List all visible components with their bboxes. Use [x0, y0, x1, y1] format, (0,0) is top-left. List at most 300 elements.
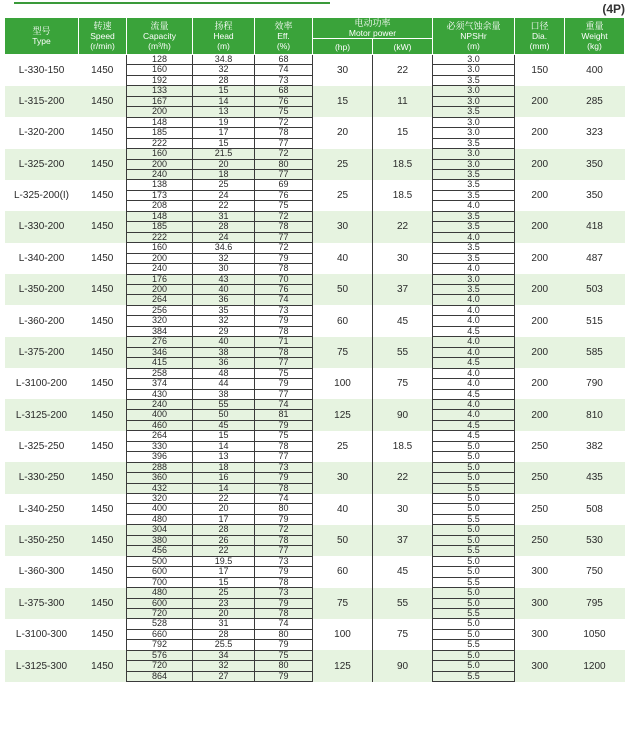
- npsh-value: 5.0: [433, 494, 515, 504]
- weight-value: 350: [565, 149, 625, 180]
- model-type: L-360-200: [18, 315, 65, 327]
- hp-value: 40: [313, 243, 373, 274]
- eff-value: 79: [255, 253, 313, 263]
- eff-value: 79: [255, 420, 313, 430]
- speed-value: 1450: [79, 86, 127, 117]
- capacity-value: 256: [127, 305, 193, 315]
- head-value: 34.8: [193, 55, 255, 65]
- model-type: L-350-250: [5, 525, 79, 556]
- model-type: L-325-250: [18, 440, 65, 452]
- npsh-value: 3.0: [433, 128, 515, 138]
- head-value: 16: [193, 473, 255, 483]
- capacity-value: 208: [127, 201, 193, 211]
- npsh-value: 3.5: [433, 169, 515, 179]
- eff-value: 78: [255, 483, 313, 493]
- head-value: 43: [193, 274, 255, 284]
- col-speed: 转速 Speed (r/min): [79, 18, 127, 55]
- npsh-value: 5.0: [433, 619, 515, 629]
- eff-value: 79: [255, 316, 313, 326]
- npsh-value: 5.0: [433, 441, 515, 451]
- table-row: [5, 337, 625, 347]
- capacity-value: 396: [127, 452, 193, 462]
- capacity-value: 432: [127, 483, 193, 493]
- speed-value: 1450: [79, 525, 127, 556]
- eff-value: 78: [255, 326, 313, 336]
- capacity-value: 148: [127, 211, 193, 221]
- weight-value: 435: [565, 462, 625, 493]
- capacity-value: 480: [127, 588, 193, 598]
- npsh-value: 3.5: [433, 211, 515, 221]
- table-row: [5, 243, 625, 253]
- dia-value: 250: [531, 440, 549, 452]
- npsh-value: 3.0: [433, 96, 515, 106]
- table-row: [5, 619, 625, 629]
- capacity-value: 400: [127, 504, 193, 514]
- npsh-value: 3.0: [433, 55, 515, 65]
- weight-value: 585: [565, 337, 625, 368]
- head-value: 28: [193, 222, 255, 232]
- npsh-value: 3.0: [433, 159, 515, 169]
- kw-value: 37: [373, 274, 433, 305]
- dia-value: 150: [531, 64, 549, 76]
- dia-value: 200: [515, 274, 565, 305]
- model-type: L-375-200: [5, 337, 79, 368]
- eff-value: 70: [255, 274, 313, 284]
- capacity-value: 200: [127, 253, 193, 263]
- model-type: L-330-250: [5, 462, 79, 493]
- npsh-value: 3.0: [433, 117, 515, 127]
- head-value: 17: [193, 514, 255, 524]
- head-value: 24: [193, 190, 255, 200]
- eff-value: 73: [255, 75, 313, 85]
- npsh-value: 5.0: [433, 473, 515, 483]
- eff-value: 76: [255, 284, 313, 294]
- head-value: 38: [193, 347, 255, 357]
- eff-value: 79: [255, 473, 313, 483]
- eff-value: 78: [255, 535, 313, 545]
- npsh-value: 5.0: [433, 504, 515, 514]
- col-weight: 重量 Weight (kg): [565, 18, 625, 55]
- kw-value: 75: [373, 619, 433, 650]
- eff-value: 79: [255, 598, 313, 608]
- table-row: [5, 55, 625, 65]
- table-row: [5, 431, 625, 441]
- head-value: 26: [193, 535, 255, 545]
- table-header: [5, 18, 625, 55]
- model-type: L-3125-200: [5, 399, 79, 430]
- kw-value: 45: [373, 305, 433, 336]
- hp-value: 100: [313, 619, 373, 650]
- hp-value: 30: [313, 55, 373, 86]
- hp-value: 30: [313, 462, 373, 493]
- pump-model-group: [5, 211, 625, 242]
- npsh-value: 5.0: [433, 629, 515, 639]
- pump-model-group: [5, 525, 625, 556]
- npsh-value: 3.5: [433, 138, 515, 148]
- weight-value: 795: [565, 588, 625, 619]
- head-value: 19.5: [193, 556, 255, 566]
- speed-value: 1450: [91, 629, 114, 641]
- npsh-value: 5.0: [433, 650, 515, 660]
- head-value: 13: [193, 107, 255, 117]
- npsh-value: 5.5: [433, 546, 515, 556]
- npsh-value: 4.5: [433, 358, 515, 368]
- eff-value: 72: [255, 211, 313, 221]
- head-value: 13: [193, 452, 255, 462]
- kw-value: 15: [373, 117, 433, 148]
- npsh-value: 4.0: [433, 264, 515, 274]
- npsh-value: 4.0: [433, 305, 515, 315]
- head-value: 15: [193, 577, 255, 587]
- eff-value: 78: [255, 128, 313, 138]
- head-value: 21.5: [193, 149, 255, 159]
- table-row: [5, 180, 625, 190]
- weight-value: 790: [586, 378, 603, 390]
- weight-value: 750: [586, 566, 603, 578]
- table-row: [5, 525, 625, 535]
- capacity-value: 600: [127, 567, 193, 577]
- capacity-value: 185: [127, 128, 193, 138]
- capacity-value: 430: [127, 389, 193, 399]
- npsh-value: 3.5: [433, 75, 515, 85]
- pump-model-group: [5, 556, 625, 587]
- eff-value: 78: [255, 222, 313, 232]
- eff-value: 77: [255, 232, 313, 242]
- head-value: 25: [193, 588, 255, 598]
- capacity-value: 160: [127, 149, 193, 159]
- hp-value: 15: [313, 86, 373, 117]
- npsh-value: 5.0: [433, 462, 515, 472]
- capacity-value: 264: [127, 295, 193, 305]
- capacity-value: 415: [127, 358, 193, 368]
- weight-value: 285: [565, 86, 625, 117]
- eff-value: 78: [255, 441, 313, 451]
- pump-model-group: [5, 337, 625, 368]
- model-type: L-3100-200: [15, 378, 68, 390]
- capacity-value: 792: [127, 640, 193, 650]
- weight-value: 323: [586, 127, 603, 139]
- model-type: L-340-250: [18, 503, 65, 515]
- kw-value: 55: [373, 337, 433, 368]
- eff-value: 79: [255, 567, 313, 577]
- npsh-value: 4.0: [433, 201, 515, 211]
- kw-value: 18.5: [373, 149, 433, 180]
- head-value: 24: [193, 232, 255, 242]
- hp-value: 40: [313, 494, 373, 525]
- npsh-value: 5.0: [433, 556, 515, 566]
- table-row: [5, 305, 625, 315]
- speed-value: 1450: [79, 588, 127, 619]
- capacity-value: 240: [127, 399, 193, 409]
- npsh-value: 5.0: [433, 588, 515, 598]
- dia-value: 300: [515, 650, 565, 681]
- weight-value: 1200: [565, 650, 625, 681]
- capacity-value: 864: [127, 671, 193, 681]
- dia-value: 200: [531, 378, 549, 390]
- eff-value: 78: [255, 347, 313, 357]
- head-value: 32: [193, 65, 255, 75]
- head-value: 14: [193, 483, 255, 493]
- capacity-value: 133: [127, 86, 193, 96]
- eff-value: 74: [255, 619, 313, 629]
- dia-value: 250: [515, 462, 565, 493]
- eff-value: 71: [255, 337, 313, 347]
- capacity-value: 700: [127, 577, 193, 587]
- pump-model-group: [5, 117, 625, 148]
- capacity-value: 330: [127, 441, 193, 451]
- kw-value: 18.5: [373, 431, 433, 462]
- eff-value: 74: [255, 295, 313, 305]
- capacity-value: 128: [127, 55, 193, 65]
- speed-value: 1450: [91, 127, 114, 139]
- eff-value: 69: [255, 180, 313, 190]
- dia-value: 300: [531, 629, 549, 641]
- speed-value: 1450: [79, 650, 127, 681]
- weight-value: 418: [565, 211, 625, 242]
- head-value: 35: [193, 305, 255, 315]
- capacity-value: 320: [127, 494, 193, 504]
- head-value: 22: [193, 494, 255, 504]
- head-value: 15: [193, 138, 255, 148]
- head-value: 31: [193, 619, 255, 629]
- speed-value: 1450: [79, 337, 127, 368]
- eff-value: 79: [255, 671, 313, 681]
- speed-value: 1450: [91, 566, 114, 578]
- eff-value: 75: [255, 368, 313, 378]
- eff-value: 74: [255, 494, 313, 504]
- table-row: [5, 494, 625, 504]
- head-value: 22: [193, 201, 255, 211]
- npsh-value: 3.5: [433, 222, 515, 232]
- eff-value: 77: [255, 138, 313, 148]
- dia-value: 200: [515, 149, 565, 180]
- hp-value: 75: [313, 588, 373, 619]
- head-value: 34: [193, 650, 255, 660]
- head-value: 32: [193, 661, 255, 671]
- head-value: 20: [193, 609, 255, 619]
- capacity-value: 167: [127, 96, 193, 106]
- head-value: 25: [193, 180, 255, 190]
- capacity-value: 176: [127, 274, 193, 284]
- head-value: 28: [193, 75, 255, 85]
- weight-value: 508: [586, 503, 603, 515]
- dia-value: 250: [515, 525, 565, 556]
- npsh-value: 5.5: [433, 671, 515, 681]
- kw-value: 90: [373, 399, 433, 430]
- head-value: 50: [193, 410, 255, 420]
- head-value: 27: [193, 671, 255, 681]
- kw-value: 11: [373, 86, 433, 117]
- capacity-value: 456: [127, 546, 193, 556]
- table-row: [5, 650, 625, 660]
- head-value: 38: [193, 389, 255, 399]
- weight-value: 530: [565, 525, 625, 556]
- speed-value: 1450: [79, 211, 127, 242]
- eff-value: 75: [255, 650, 313, 660]
- npsh-value: 3.0: [433, 65, 515, 75]
- eff-value: 79: [255, 379, 313, 389]
- head-value: 40: [193, 337, 255, 347]
- capacity-value: 222: [127, 138, 193, 148]
- pump-model-group: [5, 55, 625, 86]
- weight-value: 1050: [583, 629, 606, 641]
- head-value: 18: [193, 169, 255, 179]
- capacity-value: 160: [127, 65, 193, 75]
- eff-value: 80: [255, 661, 313, 671]
- npsh-value: 5.5: [433, 483, 515, 493]
- head-value: 19: [193, 117, 255, 127]
- pump-model-group: [5, 149, 625, 180]
- eff-value: 73: [255, 305, 313, 315]
- npsh-value: 3.0: [433, 274, 515, 284]
- hp-value: 25: [313, 431, 373, 462]
- speed-value: 1450: [91, 440, 114, 452]
- head-value: 15: [193, 86, 255, 96]
- kw-value: 90: [373, 650, 433, 681]
- col-head: 扬程 Head (m): [193, 18, 255, 55]
- npsh-value: 5.5: [433, 640, 515, 650]
- capacity-value: 720: [127, 609, 193, 619]
- npsh-value: 5.0: [433, 598, 515, 608]
- head-value: 36: [193, 358, 255, 368]
- model-type: L-350-200: [5, 274, 79, 305]
- speed-value: 1450: [79, 462, 127, 493]
- kw-value: 22: [373, 55, 433, 86]
- speed-value: 1450: [79, 399, 127, 430]
- pump-model-group: [5, 274, 625, 305]
- eff-value: 79: [255, 514, 313, 524]
- capacity-value: 600: [127, 598, 193, 608]
- eff-value: 72: [255, 243, 313, 253]
- head-value: 32: [193, 316, 255, 326]
- model-type: L-330-200: [5, 211, 79, 242]
- eff-value: 74: [255, 399, 313, 409]
- npsh-value: 5.5: [433, 577, 515, 587]
- capacity-value: 185: [127, 222, 193, 232]
- head-value: 23: [193, 598, 255, 608]
- npsh-value: 5.0: [433, 567, 515, 577]
- eff-value: 73: [255, 556, 313, 566]
- npsh-value: 5.5: [433, 514, 515, 524]
- eff-value: 68: [255, 86, 313, 96]
- eff-value: 72: [255, 117, 313, 127]
- weight-value: 350: [586, 190, 603, 202]
- model-type: L-320-200: [18, 127, 65, 139]
- pump-model-group: [5, 431, 625, 462]
- table-row: [5, 211, 625, 221]
- head-value: 15: [193, 431, 255, 441]
- eff-value: 80: [255, 159, 313, 169]
- eff-value: 77: [255, 452, 313, 462]
- table-row: [5, 399, 625, 409]
- speed-value: 1450: [91, 252, 114, 264]
- eff-value: 80: [255, 629, 313, 639]
- capacity-value: 320: [127, 316, 193, 326]
- capacity-value: 480: [127, 514, 193, 524]
- speed-value: 1450: [91, 190, 114, 202]
- pump-model-group: [5, 399, 625, 430]
- capacity-value: 200: [127, 284, 193, 294]
- capacity-value: 200: [127, 107, 193, 117]
- kw-value: 22: [373, 462, 433, 493]
- eff-value: 74: [255, 65, 313, 75]
- capacity-value: 460: [127, 420, 193, 430]
- npsh-value: 5.0: [433, 661, 515, 671]
- pump-model-group: [5, 180, 625, 211]
- npsh-value: 4.0: [433, 399, 515, 409]
- pump-model-group: [5, 462, 625, 493]
- npsh-value: 4.5: [433, 431, 515, 441]
- head-value: 28: [193, 629, 255, 639]
- npsh-value: 3.5: [433, 107, 515, 117]
- dia-value: 200: [515, 211, 565, 242]
- capacity-value: 222: [127, 232, 193, 242]
- eff-value: 75: [255, 107, 313, 117]
- head-value: 17: [193, 567, 255, 577]
- weight-value: 810: [565, 399, 625, 430]
- dia-value: 200: [515, 86, 565, 117]
- table-row: [5, 588, 625, 598]
- kw-value: 75: [373, 368, 433, 399]
- speed-value: 1450: [91, 315, 114, 327]
- hp-value: 100: [313, 368, 373, 399]
- eff-value: 75: [255, 431, 313, 441]
- eff-value: 77: [255, 169, 313, 179]
- hp-value: 25: [313, 149, 373, 180]
- npsh-value: 4.5: [433, 389, 515, 399]
- dia-value: 250: [531, 503, 549, 515]
- model-type: L-360-300: [18, 566, 65, 578]
- weight-value: 487: [586, 252, 603, 264]
- capacity-value: 173: [127, 190, 193, 200]
- capacity-value: 264: [127, 431, 193, 441]
- npsh-value: 4.0: [433, 316, 515, 326]
- head-value: 20: [193, 504, 255, 514]
- head-value: 45: [193, 420, 255, 430]
- head-value: 48: [193, 368, 255, 378]
- capacity-value: 576: [127, 650, 193, 660]
- eff-value: 72: [255, 149, 313, 159]
- head-value: 40: [193, 284, 255, 294]
- speed-value: 1450: [79, 149, 127, 180]
- head-value: 22: [193, 546, 255, 556]
- hp-value: 75: [313, 337, 373, 368]
- model-type: L-325-200: [5, 149, 79, 180]
- table-row: [5, 368, 625, 378]
- head-value: 29: [193, 326, 255, 336]
- capacity-value: 346: [127, 347, 193, 357]
- capacity-value: 360: [127, 473, 193, 483]
- head-value: 36: [193, 295, 255, 305]
- pump-model-group: [5, 588, 625, 619]
- kw-value: 55: [373, 588, 433, 619]
- capacity-value: 288: [127, 462, 193, 472]
- dia-value: 300: [531, 566, 549, 578]
- hp-value: 125: [313, 399, 373, 430]
- table-row: [5, 86, 625, 96]
- pump-model-group: [5, 619, 625, 650]
- eff-value: 76: [255, 190, 313, 200]
- col-kw: (kW): [373, 39, 433, 55]
- pump-model-group: [5, 86, 625, 117]
- eff-value: 72: [255, 525, 313, 535]
- capacity-value: 192: [127, 75, 193, 85]
- col-motor-power: 电动功率 Motor power: [313, 18, 433, 39]
- hp-value: 50: [313, 274, 373, 305]
- weight-value: 515: [586, 315, 603, 327]
- kw-value: 18.5: [373, 180, 433, 211]
- capacity-value: 240: [127, 264, 193, 274]
